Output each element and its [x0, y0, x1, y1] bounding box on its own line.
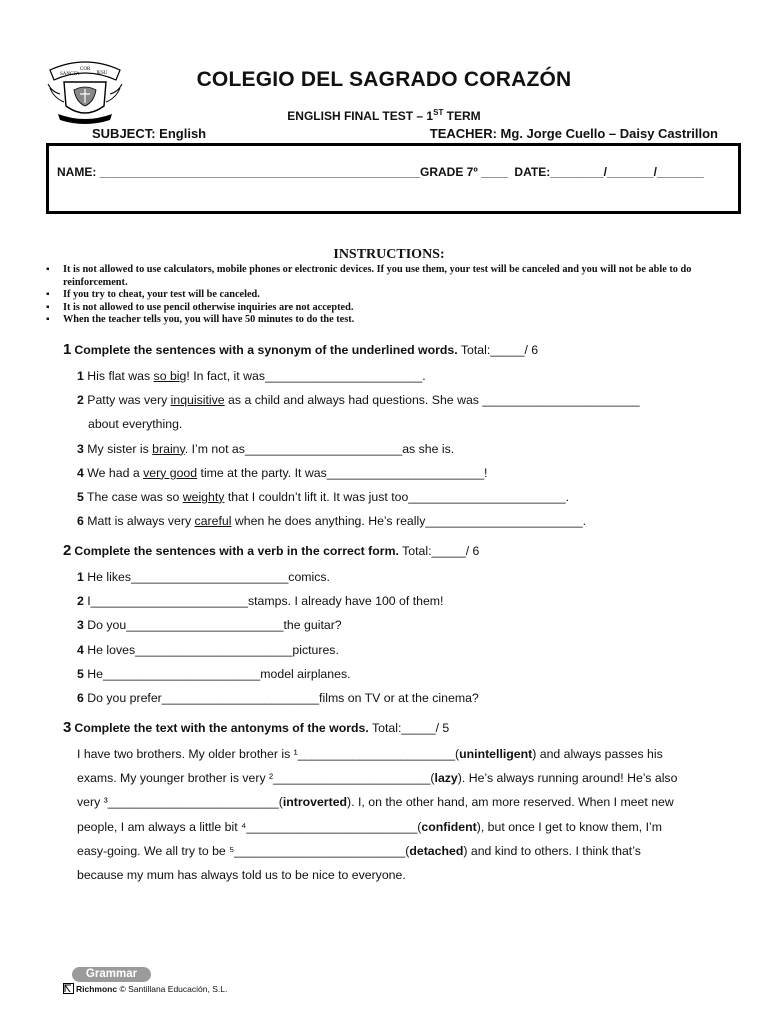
question-item[interactable]: 2 I_______________________stamps. I already have 100 of them! [77, 594, 444, 609]
exercise-3-heading [63, 718, 753, 742]
text-line[interactable]: I have two brothers. My older brother is ¹_______________________(unintelligent) and always passes his [77, 747, 663, 761]
text-line[interactable]: very ³_________________________(introverted). I, on the other hand, am more reserved. When I meet new [77, 795, 674, 810]
copyright-text: © Santillana Educación, S.L. [117, 984, 228, 994]
exercise-title: Complete the text with the antonyms of the words. [74, 721, 369, 735]
question-item[interactable]: 3 Do you_______________________the guitar? [77, 618, 342, 633]
instructions-title: INSTRUCTIONS: [333, 247, 445, 262]
exercise-3 [63, 718, 753, 887]
richmond-book-icon [63, 983, 74, 994]
question-item[interactable]: 2 Patty was very inquisitive as a child and always had questions. She was _______________________ [77, 393, 640, 408]
question-item[interactable]: 4 He loves_______________________pictures. [77, 642, 339, 657]
exercise-title: Complete the sentences with a verb in the correct form. [74, 544, 399, 558]
instructions-list [46, 264, 726, 327]
student-info-box [46, 143, 741, 214]
text-line: because my mum has always told us to be nice to everyone. [77, 867, 406, 882]
exercise-number: 3 [63, 719, 72, 736]
logo-word-1: SANCTA [60, 72, 80, 77]
exercise-number: 1 [63, 341, 72, 358]
instruction-item: ▪ It is not allowed to use pencil otherwise inquiries are not accepted. [46, 302, 726, 315]
school-name: COLEGIO DEL SAGRADO CORAZÓN [196, 68, 572, 91]
student-info-fields[interactable]: NAME: ________________________________________________GRADE 7º ____ DATE:________/_______/_______ [57, 165, 704, 179]
question-item[interactable]: 5 He_______________________model airplanes. [77, 666, 351, 681]
logo-word-2: COR [80, 67, 91, 72]
instruction-item: ▪ If you try to cheat, your test will be canceled. [46, 289, 726, 302]
exercise-total: Total:_____/ 6 [398, 544, 480, 558]
question-item[interactable]: 3 My sister is brainy. I’m not as_______________________as she is. [77, 441, 455, 456]
teacher-label: TEACHER: Mg. Jorge Cuello – Daisy Castrillon [429, 126, 718, 141]
question-item[interactable]: 4 We had a very good time at the party. It was_______________________! [77, 465, 488, 480]
question-item[interactable]: 1 His flat was so big! In fact, it was_______________________. [77, 369, 426, 383]
question-item[interactable]: 5 The case was so weighty that I couldn’t lift it. It was just too_______________________. [77, 489, 570, 504]
grammar-tag: Grammar [72, 967, 151, 982]
question-item[interactable]: 6 Do you prefer_______________________films on TV or at the cinema? [77, 690, 479, 705]
exercise-total: Total:_____/ 5 [368, 721, 450, 735]
publisher-footer [63, 983, 227, 994]
subject-label: SUBJECT: English [92, 126, 207, 141]
question-item[interactable]: 1 He likes_______________________comics. [77, 570, 330, 584]
exercise-total: Total:_____/ 6 [457, 343, 539, 357]
exercise-2-heading [63, 541, 753, 565]
question-item[interactable]: 6 Matt is always very careful when he does anything. He’s really_______________________. [77, 514, 587, 529]
question-item-continuation: about everything. [88, 417, 183, 432]
instruction-item: ▪ When the teacher tells you, you will have 50 minutes to do the test. [46, 314, 726, 327]
exercise-number: 2 [63, 542, 72, 559]
publisher-brand: Richmonc [76, 984, 118, 994]
exercise-3-text [63, 742, 753, 887]
exercise-1-heading [63, 340, 753, 364]
logo-word-3: JESU [96, 71, 108, 76]
text-line[interactable]: exams. My younger brother is very ²_______________________(lazy). He’s always running around! He’s also [77, 771, 678, 786]
exercise-title: Complete the sentences with a synonym of the underlined words. [74, 343, 458, 357]
exercise-2 [63, 541, 753, 710]
test-title: ENGLISH FINAL TEST – 1ST TERM [287, 108, 481, 123]
text-line[interactable]: people, I am always a little bit ⁴_________________________(confident), but once I get to know them, I’m [77, 819, 662, 834]
instruction-item: ▪ It is not allowed to use calculators, mobile phones or electronic devices. If you use them, your test will be canceled and you will not be able to do reinforcement. [46, 264, 726, 289]
text-line[interactable]: easy-going. We all try to be ⁵_________________________(detached) and kind to others. I think that’s [77, 843, 641, 858]
exercise-1 [63, 340, 753, 533]
